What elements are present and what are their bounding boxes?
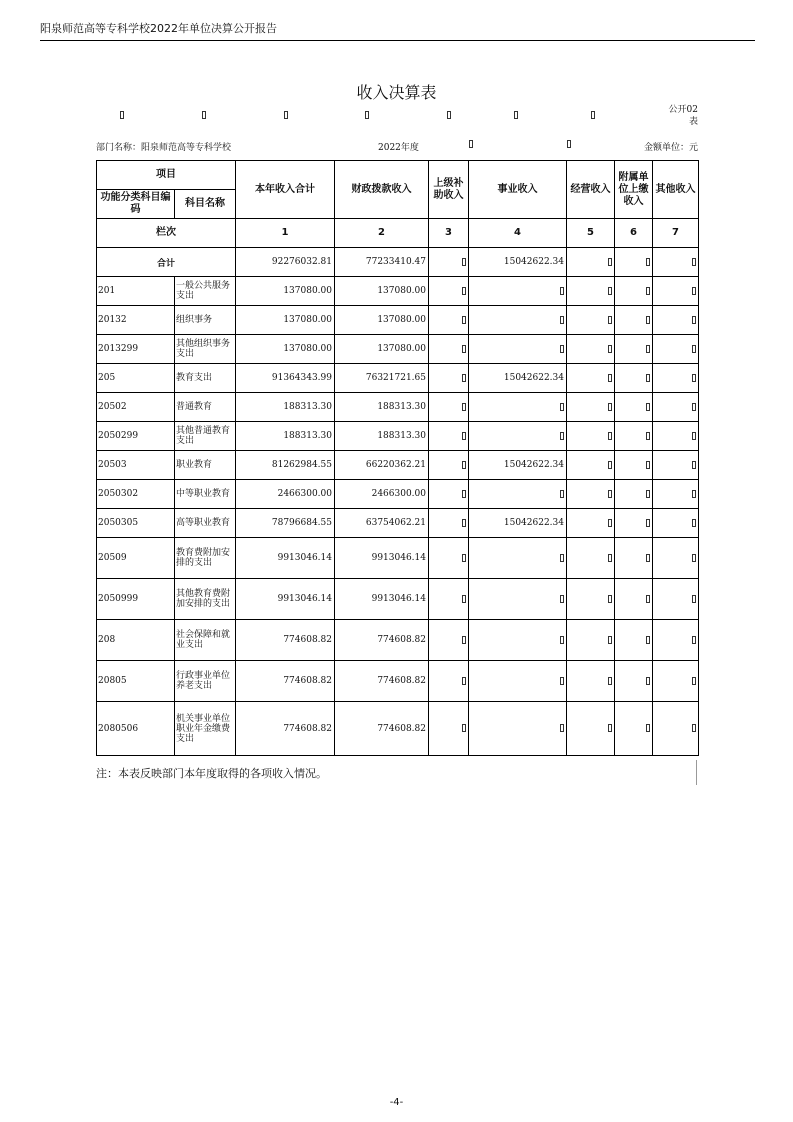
amount-cell: 137080.00: [236, 335, 335, 364]
subject-code: 20502: [97, 393, 175, 422]
amount-cell: 188313.30: [335, 393, 429, 422]
empty-cell: [429, 306, 469, 335]
empty-cell: [567, 364, 615, 393]
empty-cell: [615, 364, 653, 393]
empty-cell: [567, 579, 615, 620]
col-index: 7: [653, 219, 699, 248]
table-note: 注：本表反映部门本年度取得的各项收入情况。: [96, 767, 327, 780]
amount-cell: 91364343.99: [236, 364, 335, 393]
empty-cell: [429, 451, 469, 480]
missing-glyph-icon: [608, 636, 612, 644]
empty-cell: [615, 509, 653, 538]
empty-cell: [615, 579, 653, 620]
col-header-other: 其他收入: [653, 161, 699, 219]
missing-glyph-icon: [692, 677, 696, 685]
amount-cell: 76321721.65: [335, 364, 429, 393]
missing-glyph-icon: [202, 111, 206, 119]
missing-glyph-icon: [608, 677, 612, 685]
header-rule: [40, 40, 755, 41]
subject-name: 组织事务: [175, 306, 236, 335]
missing-glyph-icon: [608, 724, 612, 732]
amount-cell: 774608.82: [236, 702, 335, 756]
empty-cell: [653, 422, 699, 451]
empty-cell: [567, 661, 615, 702]
empty-cell: [653, 248, 699, 277]
empty-cell: [429, 702, 469, 756]
missing-glyph-icon: [462, 345, 466, 353]
department-name: 部门名称：阳泉师范高等专科学校: [96, 143, 232, 153]
subject-code: 208: [97, 620, 175, 661]
empty-cell: [429, 579, 469, 620]
missing-glyph-icon: [560, 345, 564, 353]
empty-cell: [615, 393, 653, 422]
empty-cell: [567, 451, 615, 480]
form-code-line1: 公开02: [668, 105, 698, 115]
empty-cell: [567, 620, 615, 661]
missing-glyph-icon: [646, 432, 650, 440]
subject-code: 2050302: [97, 480, 175, 509]
missing-glyph-icon: [591, 111, 595, 119]
amount-cell: 774608.82: [335, 620, 429, 661]
table-row: [97, 702, 699, 756]
missing-glyph-icon: [608, 374, 612, 382]
subject-code: 2050305: [97, 509, 175, 538]
missing-glyph-icon: [560, 554, 564, 562]
func-class-header: 功能分类科目编码: [97, 190, 175, 219]
missing-glyph-icon: [514, 111, 518, 119]
empty-cell: [653, 620, 699, 661]
empty-cell: [653, 661, 699, 702]
missing-glyph-icon: [462, 554, 466, 562]
amount-cell: 81262984.55: [236, 451, 335, 480]
missing-glyph-icon: [646, 258, 650, 266]
col-index: 3: [429, 219, 469, 248]
total-cell: 15042622.34: [469, 248, 567, 277]
missing-glyph-icon: [608, 461, 612, 469]
subject-code: 2050299: [97, 422, 175, 451]
amount-cell: 9913046.14: [335, 538, 429, 579]
empty-cell: [469, 335, 567, 364]
table-row: [97, 422, 699, 451]
empty-cell: [429, 620, 469, 661]
missing-glyph-icon: [608, 287, 612, 295]
empty-cell: [567, 306, 615, 335]
total-row: [97, 248, 699, 277]
empty-cell: [429, 422, 469, 451]
empty-cell: [469, 538, 567, 579]
empty-cell: [653, 579, 699, 620]
total-label: 合计: [97, 248, 236, 277]
empty-cell: [615, 335, 653, 364]
amount-cell: 63754062.21: [335, 509, 429, 538]
empty-cell: [469, 306, 567, 335]
amount-unit: 金额单位：元: [643, 143, 698, 153]
subject-name-header: 科目名称: [175, 190, 236, 219]
amount-cell: 188313.30: [236, 393, 335, 422]
subject-code: 2013299: [97, 335, 175, 364]
missing-glyph-icon: [646, 403, 650, 411]
col-header-operating: 经营收入: [567, 161, 615, 219]
empty-cell: [429, 364, 469, 393]
page-number: -4-: [389, 1097, 404, 1108]
subject-name: 教育费附加安排的支出: [175, 538, 236, 579]
amount-cell: 15042622.34: [469, 364, 567, 393]
missing-glyph-icon: [608, 554, 612, 562]
table-row: [97, 620, 699, 661]
subject-code: 20805: [97, 661, 175, 702]
empty-cell: [567, 248, 615, 277]
col-header-total: 本年收入合计: [236, 161, 335, 219]
fiscal-year: 2022年度: [378, 143, 419, 153]
missing-glyph-icon: [560, 490, 564, 498]
empty-cell: [469, 702, 567, 756]
missing-glyph-icon: [462, 519, 466, 527]
missing-glyph-icon: [646, 636, 650, 644]
subject-name: 普通教育: [175, 393, 236, 422]
missing-glyph-icon: [462, 461, 466, 469]
missing-glyph-icon: [462, 287, 466, 295]
col-index: 6: [615, 219, 653, 248]
col-index: 4: [469, 219, 567, 248]
empty-cell: [429, 248, 469, 277]
missing-glyph-icon: [560, 403, 564, 411]
empty-cell: [429, 509, 469, 538]
empty-cell: [653, 306, 699, 335]
missing-glyph-icon: [284, 111, 288, 119]
missing-glyph-icon: [692, 519, 696, 527]
table-body: [97, 277, 699, 756]
missing-glyph-icon: [646, 316, 650, 324]
missing-glyph-icon: [646, 374, 650, 382]
placeholder-glyph-row: [0, 111, 793, 123]
department-line: [96, 140, 698, 154]
missing-glyph-icon: [692, 432, 696, 440]
form-code-line2: 表: [688, 117, 698, 127]
missing-glyph-icon: [462, 595, 466, 603]
subject-code: 205: [97, 364, 175, 393]
empty-cell: [653, 335, 699, 364]
empty-cell: [567, 277, 615, 306]
missing-glyph-icon: [646, 595, 650, 603]
subject-code: 2080506: [97, 702, 175, 756]
amount-cell: 78796684.55: [236, 509, 335, 538]
empty-cell: [469, 393, 567, 422]
missing-glyph-icon: [646, 345, 650, 353]
missing-glyph-icon: [692, 595, 696, 603]
missing-glyph-icon: [692, 490, 696, 498]
empty-cell: [615, 306, 653, 335]
amount-cell: 774608.82: [335, 661, 429, 702]
amount-cell: 774608.82: [236, 620, 335, 661]
table-row: [97, 579, 699, 620]
amount-cell: 137080.00: [236, 306, 335, 335]
empty-cell: [567, 509, 615, 538]
subject-name: 社会保障和就业支出: [175, 620, 236, 661]
empty-cell: [469, 422, 567, 451]
missing-glyph-icon: [608, 316, 612, 324]
empty-cell: [469, 277, 567, 306]
missing-glyph-icon: [462, 432, 466, 440]
table-title: 收入决算表: [356, 83, 437, 102]
subject-name: 职业教育: [175, 451, 236, 480]
table-row: [97, 364, 699, 393]
missing-glyph-icon: [608, 595, 612, 603]
amount-cell: 137080.00: [335, 335, 429, 364]
amount-cell: 137080.00: [335, 306, 429, 335]
table-row: [97, 661, 699, 702]
amount-cell: 188313.30: [236, 422, 335, 451]
empty-cell: [653, 702, 699, 756]
project-header: 项目: [97, 161, 236, 190]
subject-name: 行政事业单位养老支出: [175, 661, 236, 702]
total-cell: 92276032.81: [236, 248, 335, 277]
empty-cell: [469, 661, 567, 702]
missing-glyph-icon: [692, 636, 696, 644]
subject-code: 20132: [97, 306, 175, 335]
col-header-superior-subsidy: 上级补助收入: [429, 161, 469, 219]
missing-glyph-icon: [646, 724, 650, 732]
missing-glyph-icon: [567, 140, 571, 148]
table-row: [97, 393, 699, 422]
empty-cell: [653, 393, 699, 422]
empty-cell: [615, 480, 653, 509]
amount-cell: 137080.00: [236, 277, 335, 306]
amount-cell: 2466300.00: [335, 480, 429, 509]
empty-cell: [653, 277, 699, 306]
subject-code: 2050999: [97, 579, 175, 620]
missing-glyph-icon: [608, 519, 612, 527]
missing-glyph-icon: [692, 316, 696, 324]
subject-name: 机关事业单位职业年金缴费支出: [175, 702, 236, 756]
empty-cell: [567, 393, 615, 422]
income-table: [96, 160, 699, 756]
amount-cell: 774608.82: [335, 702, 429, 756]
col-header-affiliated: 附属单位上缴收入: [615, 161, 653, 219]
missing-glyph-icon: [560, 677, 564, 685]
empty-cell: [469, 579, 567, 620]
subject-name: 其他组织事务支出: [175, 335, 236, 364]
empty-cell: [429, 480, 469, 509]
missing-glyph-icon: [462, 374, 466, 382]
missing-glyph-icon: [462, 677, 466, 685]
empty-cell: [567, 702, 615, 756]
table-row: [97, 451, 699, 480]
empty-cell: [567, 335, 615, 364]
empty-cell: [653, 364, 699, 393]
empty-cell: [653, 480, 699, 509]
missing-glyph-icon: [692, 724, 696, 732]
empty-cell: [429, 661, 469, 702]
missing-glyph-icon: [692, 403, 696, 411]
amount-cell: 188313.30: [335, 422, 429, 451]
missing-glyph-icon: [646, 554, 650, 562]
missing-glyph-icon: [560, 432, 564, 440]
subject-code: 201: [97, 277, 175, 306]
col-index: 5: [567, 219, 615, 248]
subject-code: 20509: [97, 538, 175, 579]
missing-glyph-icon: [646, 677, 650, 685]
empty-cell: [615, 248, 653, 277]
col-header-business: 事业收入: [469, 161, 567, 219]
missing-glyph-icon: [462, 724, 466, 732]
empty-cell: [615, 538, 653, 579]
empty-cell: [615, 451, 653, 480]
table-row: [97, 509, 699, 538]
missing-glyph-icon: [692, 461, 696, 469]
table-row: [97, 538, 699, 579]
missing-glyph-icon: [560, 724, 564, 732]
missing-glyph-icon: [560, 636, 564, 644]
missing-glyph-icon: [608, 432, 612, 440]
missing-glyph-icon: [692, 258, 696, 266]
amount-cell: 774608.82: [236, 661, 335, 702]
subject-name: 其他教育费附加安排的支出: [175, 579, 236, 620]
missing-glyph-icon: [608, 490, 612, 498]
missing-glyph-icon: [560, 316, 564, 324]
empty-cell: [429, 538, 469, 579]
col-index: 2: [335, 219, 429, 248]
empty-cell: [429, 393, 469, 422]
missing-glyph-icon: [646, 519, 650, 527]
total-cell: 77233410.47: [335, 248, 429, 277]
table-row: [97, 277, 699, 306]
subject-name: 其他普通教育支出: [175, 422, 236, 451]
col-header-fiscal: 财政拨款收入: [335, 161, 429, 219]
missing-glyph-icon: [447, 111, 451, 119]
amount-cell: 9913046.14: [335, 579, 429, 620]
empty-cell: [653, 538, 699, 579]
missing-glyph-icon: [462, 403, 466, 411]
amount-cell: 137080.00: [335, 277, 429, 306]
table-row: [97, 480, 699, 509]
amount-cell: 15042622.34: [469, 509, 567, 538]
missing-glyph-icon: [646, 461, 650, 469]
empty-cell: [567, 422, 615, 451]
missing-glyph-icon: [469, 140, 473, 148]
missing-glyph-icon: [692, 287, 696, 295]
col-index: 1: [236, 219, 335, 248]
missing-glyph-icon: [462, 258, 466, 266]
subject-name: 一般公共服务支出: [175, 277, 236, 306]
missing-glyph-icon: [692, 345, 696, 353]
missing-glyph-icon: [560, 595, 564, 603]
subject-name: 中等职业教育: [175, 480, 236, 509]
subject-code: 20503: [97, 451, 175, 480]
empty-cell: [653, 451, 699, 480]
subject-name: 高等职业教育: [175, 509, 236, 538]
missing-glyph-icon: [120, 111, 124, 119]
subject-name: 教育支出: [175, 364, 236, 393]
missing-glyph-icon: [462, 316, 466, 324]
empty-cell: [615, 620, 653, 661]
empty-cell: [615, 422, 653, 451]
table-row: [97, 335, 699, 364]
empty-cell: [567, 538, 615, 579]
missing-glyph-icon: [692, 374, 696, 382]
empty-cell: [615, 277, 653, 306]
amount-cell: 9913046.14: [236, 579, 335, 620]
empty-cell: [615, 661, 653, 702]
missing-glyph-icon: [462, 636, 466, 644]
amount-cell: 66220362.21: [335, 451, 429, 480]
missing-glyph-icon: [608, 258, 612, 266]
missing-glyph-icon: [608, 403, 612, 411]
empty-cell: [429, 277, 469, 306]
empty-cell: [567, 480, 615, 509]
missing-glyph-icon: [365, 111, 369, 119]
missing-glyph-icon: [608, 345, 612, 353]
running-header: 阳泉师范高等专科学校2022年单位决算公开报告: [40, 22, 277, 35]
missing-glyph-icon: [462, 490, 466, 498]
missing-glyph-icon: [692, 554, 696, 562]
missing-glyph-icon: [646, 490, 650, 498]
empty-cell: [429, 335, 469, 364]
empty-cell: [469, 480, 567, 509]
empty-cell: [469, 620, 567, 661]
missing-glyph-icon: [560, 287, 564, 295]
empty-cell: [615, 702, 653, 756]
amount-cell: 2466300.00: [236, 480, 335, 509]
amount-cell: 15042622.34: [469, 451, 567, 480]
missing-glyph-icon: [646, 287, 650, 295]
col-index-label: 栏次: [97, 219, 236, 248]
side-rule: [696, 760, 697, 785]
amount-cell: 9913046.14: [236, 538, 335, 579]
table-row: [97, 306, 699, 335]
empty-cell: [653, 509, 699, 538]
